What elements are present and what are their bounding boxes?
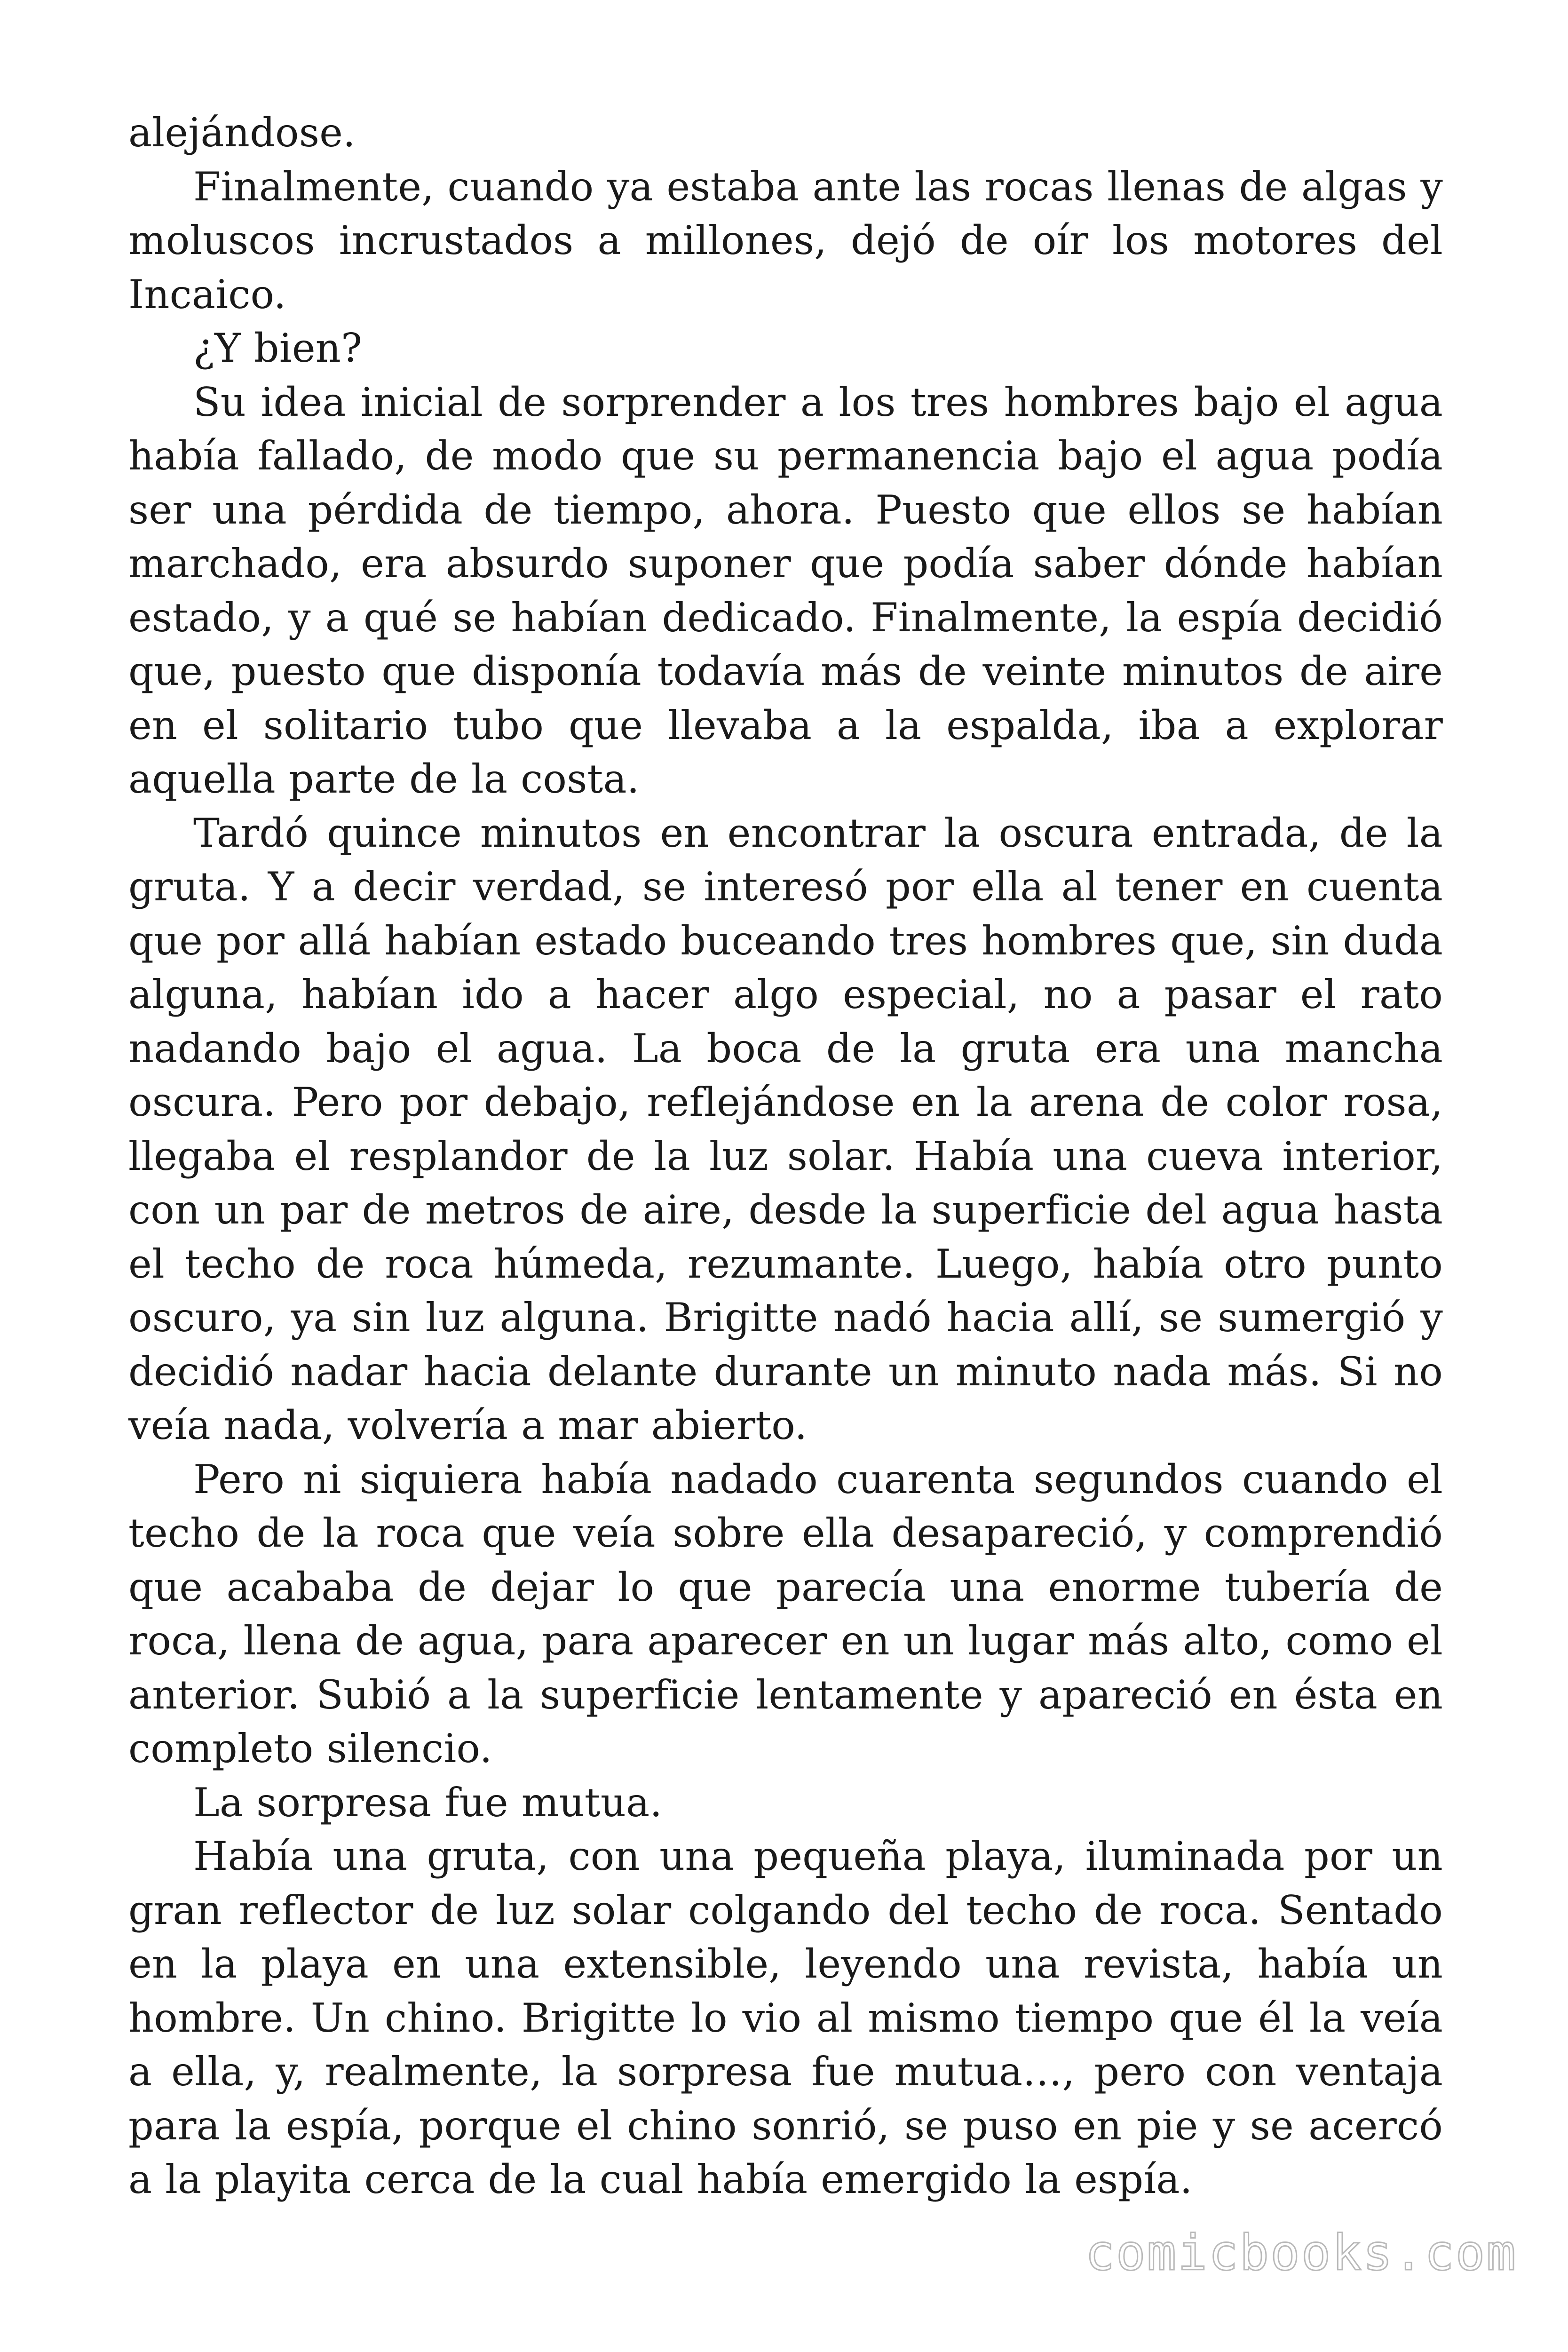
- watermark: comicbooks.com: [1085, 2224, 1517, 2281]
- paragraph: Había una gruta, con una pequeña playa, iluminada por un gran reflector de luz solar colgando del techo de roca. Sentado en la playa en una extensible, leyendo una revista, había un hombre. Un chino. Brigitte lo vio al mismo tiempo que él la veía a ella, y, realmente, la sorpresa fue mutua…, pero con ventaja para la espía, porque el chino sonrió, se puso en pie y se acercó a la playita cerca de la cual había emergido la espía.: [128, 1833, 1443, 2202]
- page-body: [128, 106, 1443, 2207]
- paragraph: Tardó quince minutos en encontrar la oscura entrada, de la gruta. Y a decir verdad, se interesó por ella al tener en cuenta que por allá habían estado buceando tres hombres que, sin duda alguna, habían ido a hacer algo especial, no a pasar el rato nadando bajo el agua. La boca de la gruta era una mancha oscura. Pero por debajo, reflejándose en la arena de color rosa, llegaba el resplandor de la luz solar. Había una cueva interior, con un par de metros de aire, desde la superficie del agua hasta el techo de roca húmeda, rezumante. Luego, había otro punto oscuro, ya sin luz alguna. Brigitte nadó hacia allí, se sumergió y decidió nadar hacia delante durante un minuto nada más. Si no veía nada, volvería a mar abierto.: [128, 810, 1443, 1448]
- paragraph: Su idea inicial de sorprender a los tres hombres bajo el agua había fallado, de modo que su permanencia bajo el agua podía ser una pérdida de tiempo, ahora. Puesto que ellos se habían marchado, era absurdo suponer que podía saber dónde habían estado, y a qué se habían dedicado. Finalmente, la espía decidió que, puesto que disponía todavía más de veinte minutos de aire en el solitario tubo que llevaba a la espalda, iba a explorar aquella parte de la costa.: [128, 379, 1443, 802]
- paragraph: alejándose.: [128, 110, 356, 156]
- paragraph: Pero ni siquiera había nadado cuarenta segundos cuando el techo de la roca que veía sobre ella desapareció, y comprendió que acababa de dejar lo que parecía una enorme tubería de roca, llena de agua, para aparecer en un lugar más alto, como el anterior. Subió a la superficie lentamente y apareció en ésta en completo silencio.: [128, 1456, 1443, 1772]
- paragraph: La sorpresa fue mutua.: [193, 1779, 663, 1826]
- paragraph: Finalmente, cuando ya estaba ante las rocas llenas de algas y moluscos incrustados a millones, dejó de oír los motores del Incaico.: [128, 163, 1443, 318]
- paragraph: ¿Y bien?: [193, 325, 363, 371]
